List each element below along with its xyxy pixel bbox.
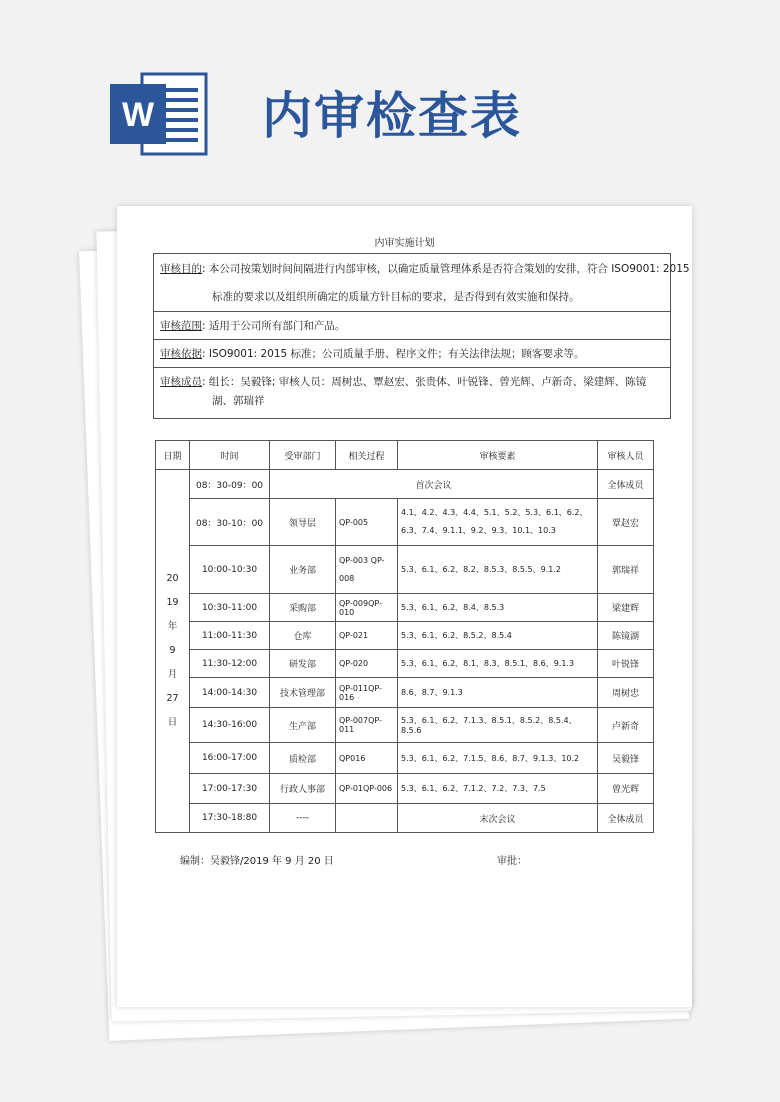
dept-cell: 生产部: [270, 708, 336, 743]
process-cell: QP-003 QP-008: [336, 546, 398, 594]
time-cell: 08：30-10：00: [190, 499, 270, 546]
audit-info-box: [153, 253, 690, 419]
dept-cell: 仓库: [270, 622, 336, 650]
time-cell: 11:30-12:00: [190, 650, 270, 678]
editor-signature: 编制：吴毅锋/2019 年 9 月 20 日: [180, 856, 334, 867]
dept-cell: 采购部: [270, 594, 336, 622]
auditor-cell: 叶锐锋: [598, 650, 654, 678]
date-cell: 20 19 年 9 月 27 日: [156, 470, 190, 833]
process-cell: QP-020: [336, 650, 398, 678]
time-cell: 17:00-17:30: [190, 774, 270, 804]
table-row: [156, 594, 654, 622]
banner-title: 内审检查表: [262, 87, 522, 145]
members-label: 审核成员: [160, 376, 202, 388]
purpose-text-line1: : 本公司按策划时间间隔进行内部审核，以确定质量管理体系是否符合策划的安排，符合 ISO9001: 2015: [202, 263, 690, 275]
members-text-line2: 湖、郭瑞祥: [212, 395, 265, 407]
time-cell: 10:00-10:30: [190, 546, 270, 594]
time-cell: 08：30-09：00: [190, 470, 270, 499]
requirements-cell: 5.3、6.1、6.2、8.2、8.5.3、8.5.5、9.1.2: [398, 546, 598, 594]
header-process: 相关过程: [336, 441, 398, 470]
dept-cell: 质检部: [270, 743, 336, 774]
scope-text: : 适用于公司所有部门和产品。: [202, 320, 346, 332]
process-cell: QP-007QP-011: [336, 708, 398, 743]
time-cell: 17:30-18:80: [190, 804, 270, 833]
process-cell: QP-011QP-016: [336, 678, 398, 708]
process-cell: QP016: [336, 743, 398, 774]
header-requirements: 审核要素: [398, 441, 598, 470]
table-row: [156, 708, 654, 743]
table-row: [156, 804, 654, 833]
scope-label: 审核范围: [160, 320, 202, 332]
time-cell: 10:30-11:00: [190, 594, 270, 622]
table-row: [156, 650, 654, 678]
requirements-cell: 5.3、6.1、6.2、8.4、8.5.3: [398, 594, 598, 622]
dept-cell: 技术管理部: [270, 678, 336, 708]
time-cell: 11:00-11:30: [190, 622, 270, 650]
auditor-cell: 覃赵宏: [598, 499, 654, 546]
auditor-cell: 周树忠: [598, 678, 654, 708]
table-row: [156, 622, 654, 650]
purpose-label: 审核目的: [160, 263, 202, 275]
requirements-cell: 5.3、6.1、6.2、7.1.3、8.5.1、8.5.2、8.5.4、8.5.6: [398, 708, 598, 743]
requirements-cell: 5.3、6.1、6.2、8.5.2、8.5.4: [398, 622, 598, 650]
header-dept: 受审部门: [270, 441, 336, 470]
table-row: [156, 470, 654, 499]
auditor-cell: 梁建辉: [598, 594, 654, 622]
requirements-cell: 5.3、6.1、6.2、8.1、8.3、8.5.1、8.6、9.1.3: [398, 650, 598, 678]
header-date: 日期: [156, 441, 190, 470]
dept-cell: 领导层: [270, 499, 336, 546]
document-title: 内审实施计划: [374, 238, 435, 249]
requirements-cell: 4.1、4.2、4.3、4.4、5.1、5.2、5.3、6.1、6.2、6.3、7.4、9.1.1、9.2、9.3、10.1、10.3: [398, 499, 598, 546]
table-row: [156, 546, 654, 594]
purpose-text-line2: 标准的要求以及组织所确定的质量方针目标的要求，是否得到有效实施和保持。: [212, 291, 580, 303]
header-auditor: 审核人员: [598, 441, 654, 470]
members-row: [154, 368, 670, 418]
dept-cell: 业务部: [270, 546, 336, 594]
requirements-cell: 8.6、8.7、9.1.3: [398, 678, 598, 708]
time-cell: 16:00-17:00: [190, 743, 270, 774]
auditor-cell: 吴毅锋: [598, 743, 654, 774]
header-time: 时间: [190, 441, 270, 470]
scope-row: [154, 312, 670, 340]
event-cell: 末次会议: [398, 804, 598, 833]
auditor-cell: 曾光辉: [598, 774, 654, 804]
svg-text:W: W: [121, 96, 155, 134]
time-cell: 14:00-14:30: [190, 678, 270, 708]
dept-cell: 行政人事部: [270, 774, 336, 804]
basis-row: [154, 340, 670, 368]
document-page: [117, 206, 692, 1007]
table-row: [156, 499, 654, 546]
table-row: [156, 743, 654, 774]
auditor-cell: 郭瑞祥: [598, 546, 654, 594]
approval-signature: 审批：: [497, 856, 527, 867]
auditor-cell: 卢新奇: [598, 708, 654, 743]
basis-text: : ISO9001: 2015 标准；公司质量手册、程序文件；有关法律法规；顾客要求等。: [202, 348, 585, 360]
basis-label: 审核依据: [160, 348, 202, 360]
auditor-cell: 全体成员: [598, 470, 654, 499]
auditor-cell: 陈镜湖: [598, 622, 654, 650]
process-cell: QP-021: [336, 622, 398, 650]
table-header-row: [156, 441, 654, 470]
requirements-cell: 5.3、6.1、6.2、7.1.5、8.6、8.7、9.1.3、10.2: [398, 743, 598, 774]
process-cell: QP-009QP-010: [336, 594, 398, 622]
time-cell: 14:30-16:00: [190, 708, 270, 743]
process-cell: [336, 804, 398, 833]
auditor-cell: 全体成员: [598, 804, 654, 833]
members-text-line1: : 组长：吴毅锋; 审核人员：周树忠、覃赵宏、张贵体、叶锐锋、曾光辉、卢新奇、梁建辉、陈镜: [202, 376, 647, 388]
purpose-row: [154, 254, 690, 312]
table-row: [156, 774, 654, 804]
audit-schedule-table: [155, 440, 654, 833]
dept-cell: 研发部: [270, 650, 336, 678]
requirements-cell: 5.3、6.1、6.2、7.1.2、7.2、7.3、7.5: [398, 774, 598, 804]
process-cell: QP-01QP-006: [336, 774, 398, 804]
event-cell: 首次会议: [270, 470, 598, 499]
dept-cell: ----: [270, 804, 336, 833]
process-cell: QP-005: [336, 499, 398, 546]
word-logo-icon: [108, 68, 210, 160]
table-row: [156, 678, 654, 708]
